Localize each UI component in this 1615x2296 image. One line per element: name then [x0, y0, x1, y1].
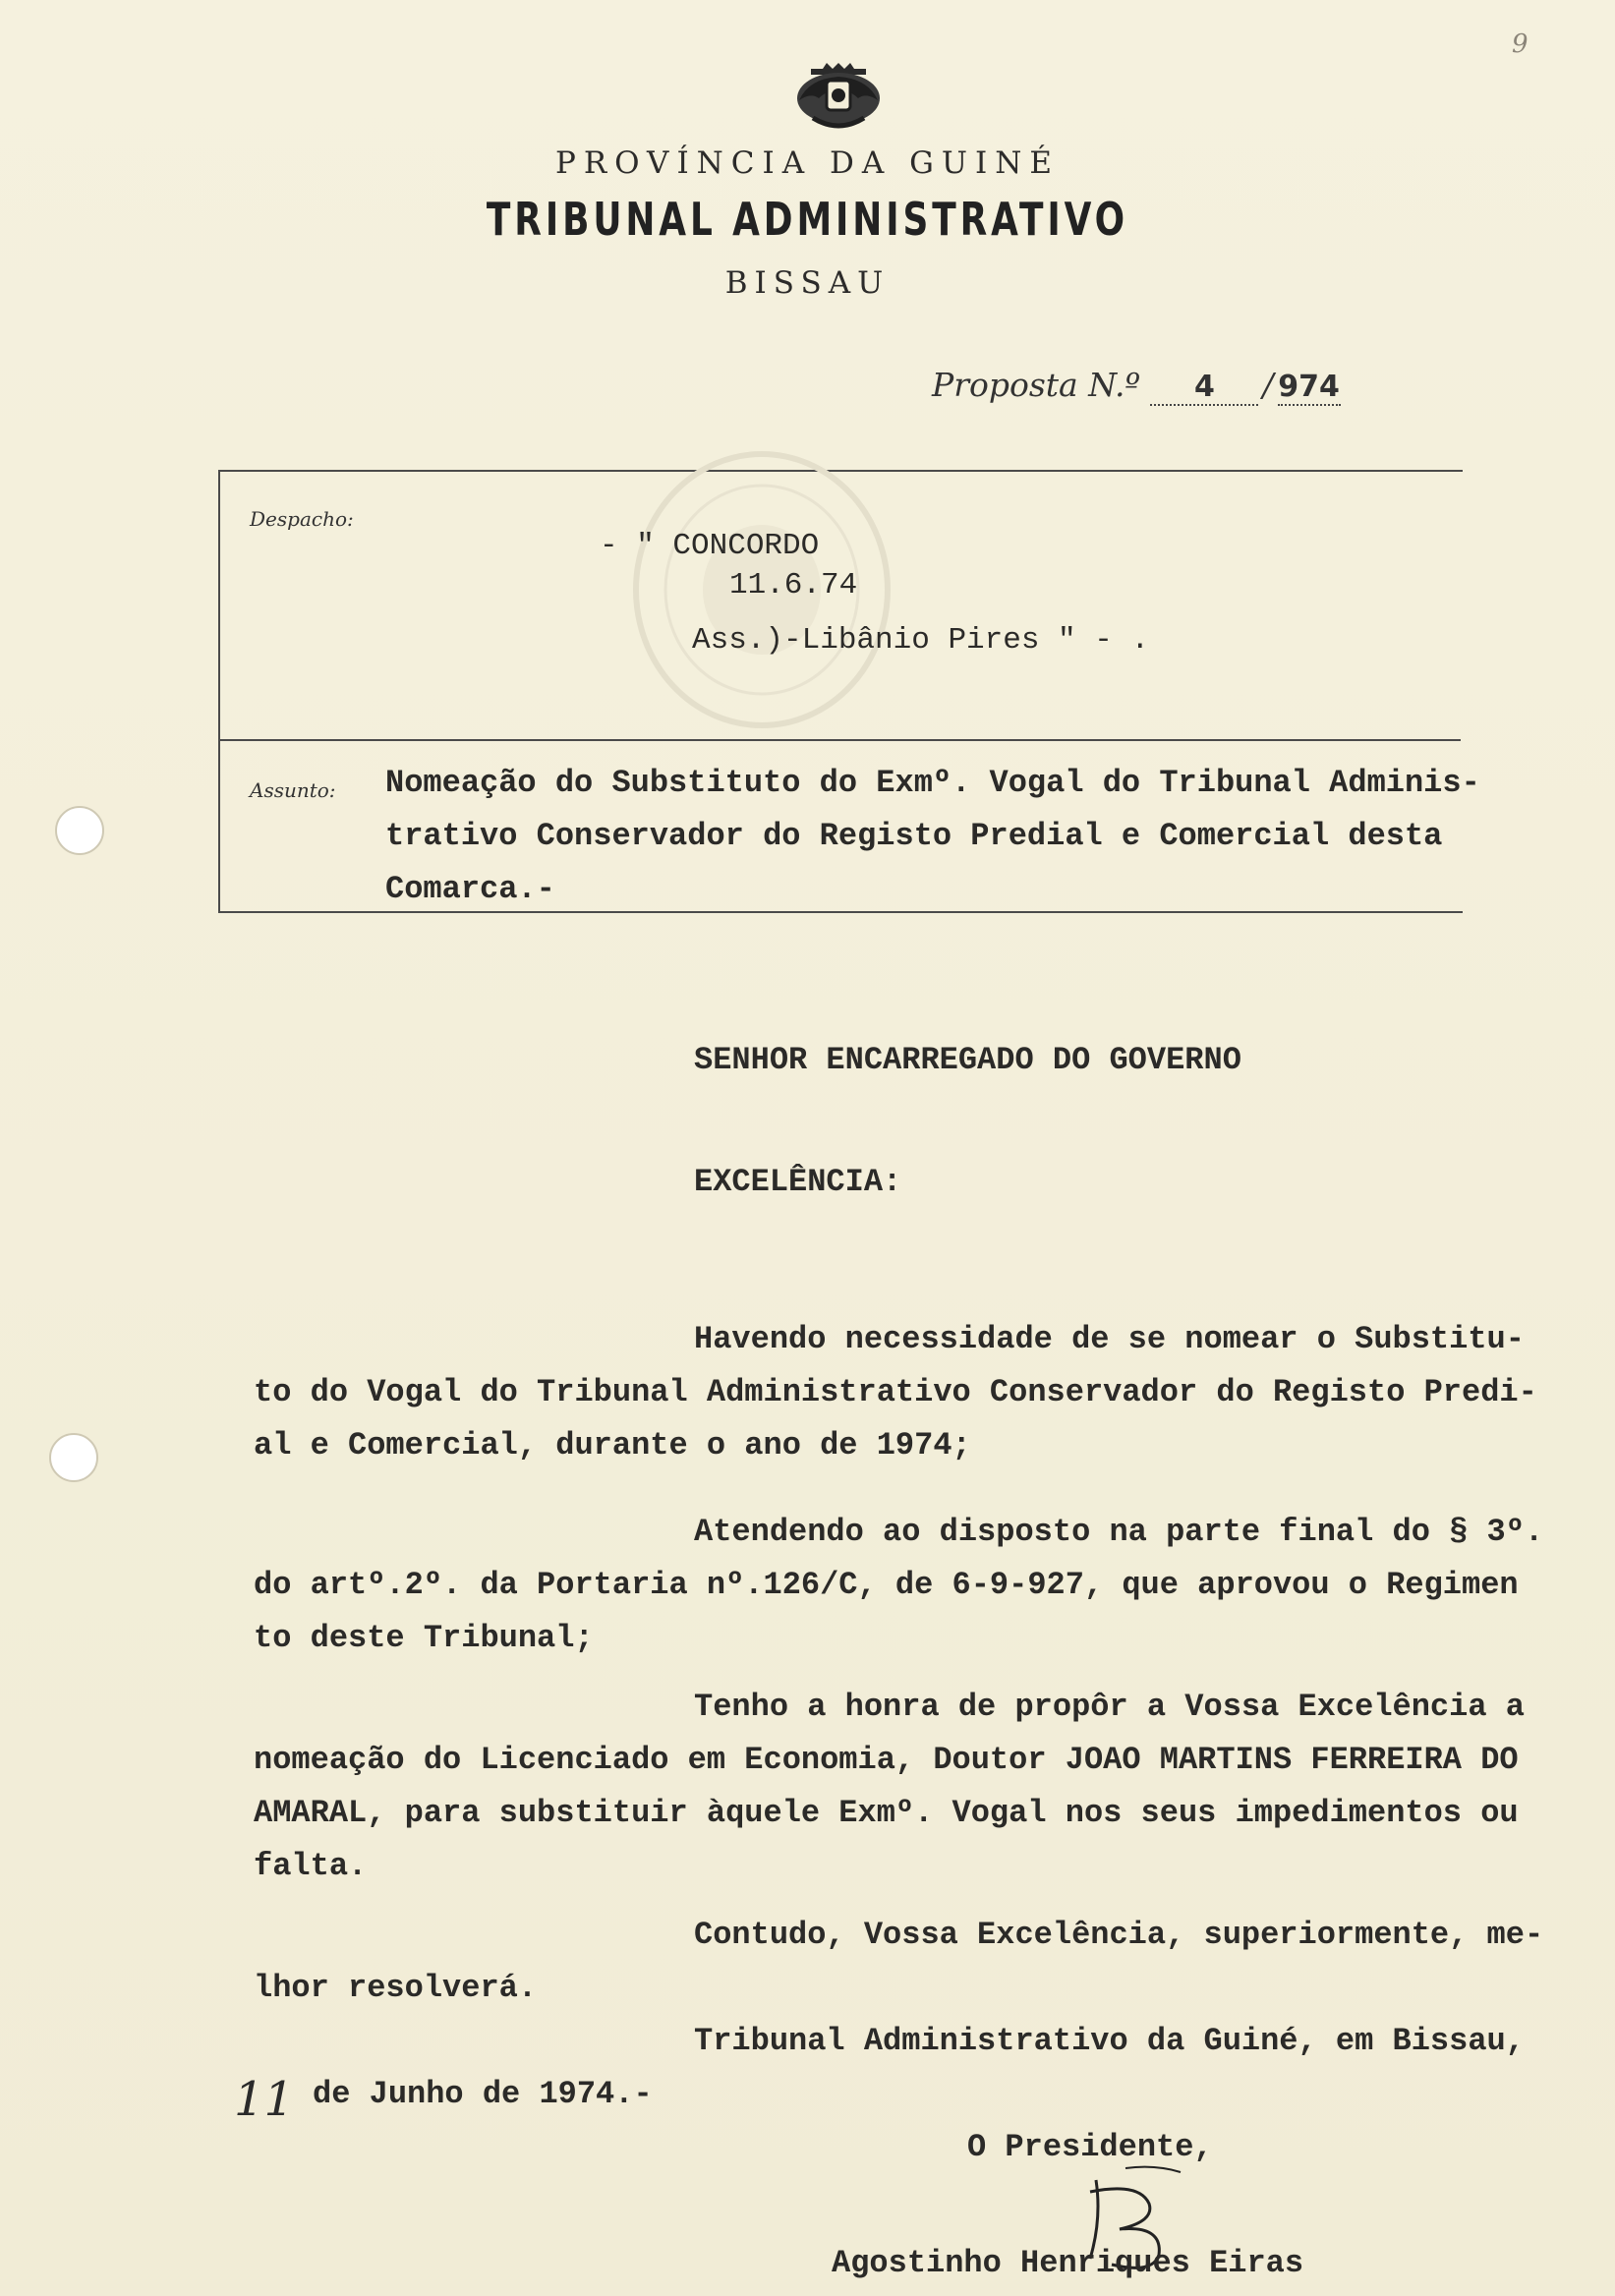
despacho-label: Despacho: — [250, 507, 354, 531]
assunto-line: Comarca.- — [385, 871, 555, 907]
province-heading: PROVÍNCIA DA GUINÉ — [554, 145, 1061, 181]
despacho-line-1: - " CONCORDO — [600, 529, 820, 563]
despacho-line-3: Ass.)-Libânio Pires " - . — [692, 623, 1150, 658]
proposal-label: Proposta N.º — [932, 366, 1140, 404]
body-line: Tenho a honra de propôr a Vossa Excelência a — [694, 1689, 1525, 1725]
closing-place: Tribunal Administrativo da Guiné, em Bissau, — [694, 2023, 1525, 2059]
signatory-name: Agostinho Henriques Eiras — [832, 2245, 1304, 2281]
body-line: al e Comercial, durante o ano de 1974; — [254, 1427, 971, 1464]
greeting: EXCELÊNCIA: — [694, 1164, 902, 1200]
signatory-role: O Presidente, — [967, 2129, 1213, 2165]
body-line: lhor resolverá. — [254, 1970, 538, 2006]
body-line: Havendo necessidade de se nomear o Substitu- — [694, 1321, 1525, 1357]
handwritten-day: 11 — [234, 2072, 295, 2127]
proposal-year-separator: / — [1262, 366, 1274, 404]
punch-hole — [55, 806, 104, 855]
proposal-number: 4 — [1150, 370, 1258, 406]
assunto-line: trativo Conservador do Registo Predial e Comercial desta — [385, 818, 1443, 854]
box-divider — [218, 739, 1461, 741]
body-line: nomeação do Licenciado em Economia, Doutor JOAO MARTINS FERREIRA DO — [254, 1742, 1519, 1778]
body-line: falta. — [254, 1848, 368, 1884]
body-line: AMARAL, para substituir àquele Exmº. Vogal nos seus impedimentos ou — [254, 1795, 1519, 1831]
tribunal-heading: TRIBUNAL ADMINISTRATIVO — [486, 193, 1129, 246]
assunto-line: Nomeação do Substituto do Exmº. Vogal do Tribunal Adminis- — [385, 765, 1480, 801]
body-line: Atendendo ao disposto na parte final do § 3º. — [694, 1514, 1544, 1550]
punch-hole — [49, 1433, 98, 1482]
coat-of-arms-emblem — [791, 61, 886, 132]
body-line: to deste Tribunal; — [254, 1620, 594, 1656]
despacho-line-2: 11.6.74 — [729, 568, 858, 603]
body-line: do artº.2º. da Portaria nº.126/C, de 6-9-927, que aprovou o Regimen — [254, 1567, 1519, 1603]
recipient-line: SENHOR ENCARREGADO DO GOVERNO — [694, 1042, 1241, 1078]
proposal-number-line — [932, 366, 1341, 406]
proposal-year: 974 — [1278, 370, 1340, 404]
closing-date: de Junho de 1974.- — [313, 2076, 653, 2112]
body-line: Contudo, Vossa Excelência, superiormente, me- — [694, 1917, 1544, 1953]
city-heading: BISSAU — [724, 265, 891, 301]
body-line: to do Vogal do Tribunal Administrativo Conservador do Registo Predi- — [254, 1374, 1537, 1410]
assunto-label: Assunto: — [250, 778, 336, 802]
corner-page-mark: 9 — [1512, 29, 1528, 59]
